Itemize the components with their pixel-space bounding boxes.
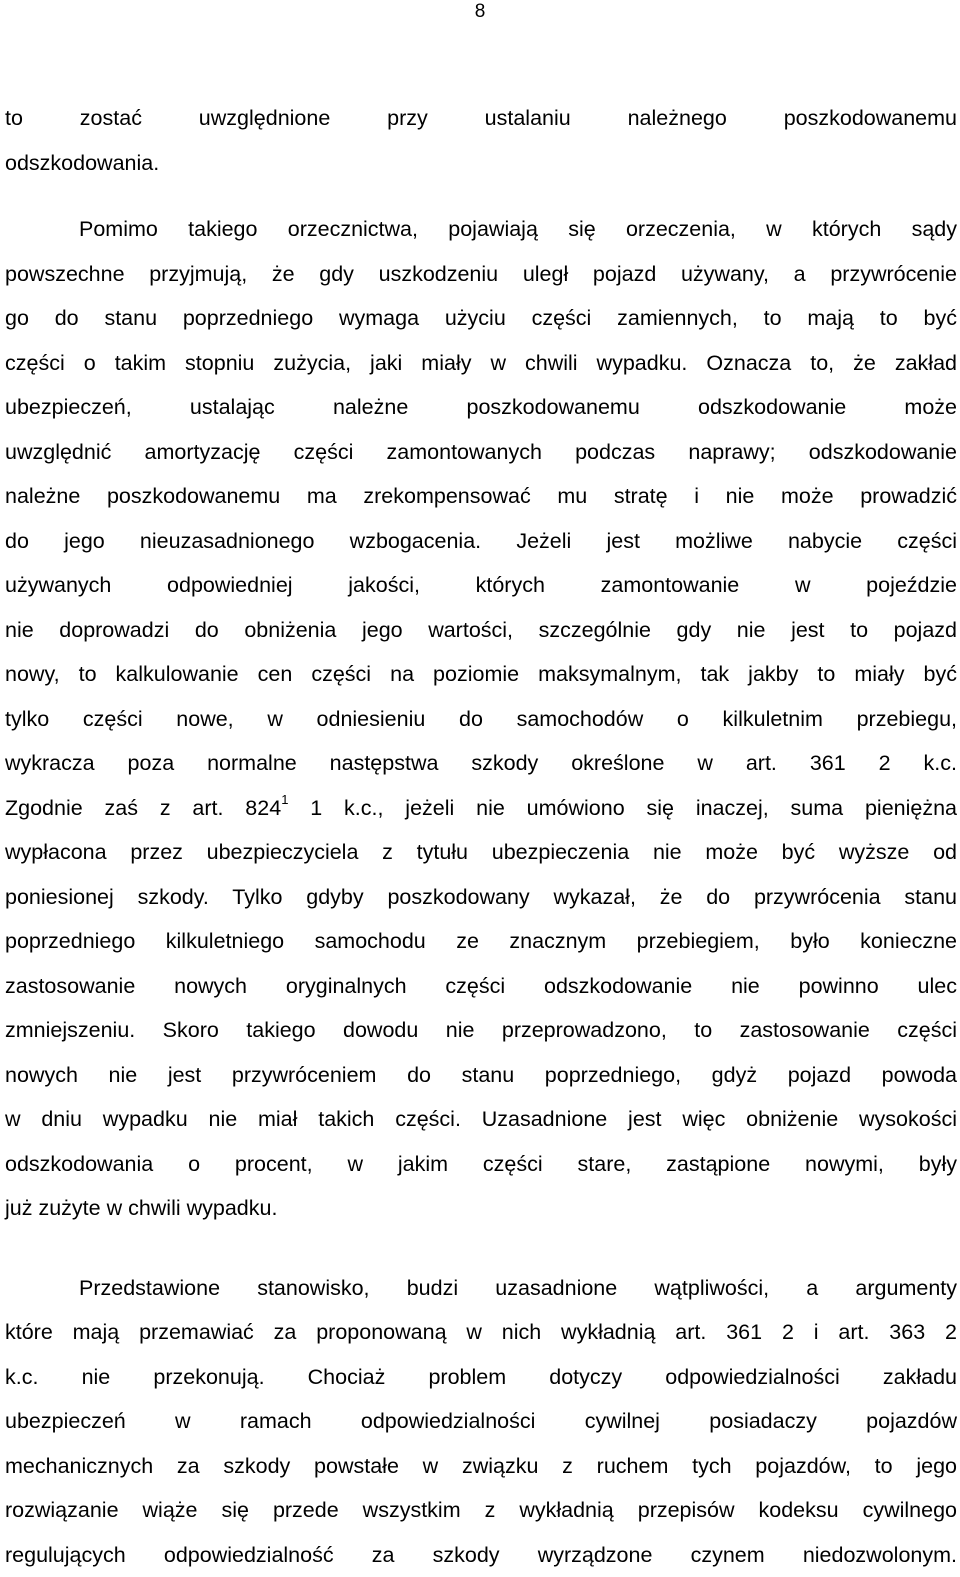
text-line: zastosowanie nowych oryginalnych części odszkodowanie nie powinno ulec — [5, 964, 957, 1009]
text-line: poprzedniego kilkuletniego samochodu ze znacznym przebiegiem, było konieczne — [5, 919, 957, 964]
page-number: 8 — [0, 0, 960, 24]
text-line: ubezpieczeń, ustalając należne poszkodowanemu odszkodowanie może — [5, 385, 957, 430]
text-line: ubezpieczeń w ramach odpowiedzialności cywilnej posiadaczy pojazdów — [5, 1399, 957, 1444]
text-line: części o takim stopniu zużycia, jaki miały w chwili wypadku. Oznacza to, że zakład — [5, 341, 957, 386]
text-line: nowych nie jest przywróceniem do stanu poprzedniego, gdyż pojazd powoda — [5, 1053, 957, 1098]
text-line: używanych odpowiedniej jakości, których zamontowanie w pojeździe — [5, 563, 957, 608]
text-fragment: 1 k.c., jeżeli nie umówiono się inaczej, suma pieniężna — [288, 796, 957, 820]
text-line: Pomimo takiego orzecznictwa, pojawiają się orzeczenia, w których sądy — [5, 207, 957, 252]
text-line: w dniu wypadku nie miał takich części. Uzasadnione jest więc obniżenie wysokości — [5, 1097, 957, 1142]
text-line: odszkodowania. — [5, 141, 957, 186]
text-line: tylko części nowe, w odniesieniu do samochodów o kilkuletnim przebiegu, — [5, 697, 957, 742]
text-line: które mają przemawiać za proponowaną w nich wykładnią art. 361 2 i art. 363 2 — [5, 1310, 957, 1355]
text-line: to zostać uwzględnione przy ustalaniu należnego poszkodowanemu — [5, 96, 957, 141]
text-line: do jego nieuzasadnionego wzbogacenia. Jeżeli jest możliwe nabycie części — [5, 519, 957, 564]
text-line: już zużyte w chwili wypadku. — [5, 1186, 957, 1231]
text-line: k.c. nie przekonują. Chociaż problem dotyczy odpowiedzialności zakładu — [5, 1355, 957, 1400]
text-line: powszechne przyjmują, że gdy uszkodzeniu uległ pojazd używany, a przywrócenie — [5, 252, 957, 297]
text-line: poniesionej szkody. Tylko gdyby poszkodowany wykazał, że do przywrócenia stanu — [5, 875, 957, 920]
text-line: Przedstawione stanowisko, budzi uzasadnione wątpliwości, a argumenty — [5, 1266, 957, 1311]
text-line: rozwiązanie wiąże się przede wszystkim z wykładnią przepisów kodeksu cywilnego — [5, 1488, 957, 1533]
text-line: go do stanu poprzedniego wymaga użyciu części zamiennych, to mają to być — [5, 296, 957, 341]
text-line: odszkodowania o procent, w jakim części stare, zastąpione nowymi, były — [5, 1142, 957, 1187]
text-fragment: Zgodnie zaś z art. 824 — [5, 796, 281, 820]
text-line: nowy, to kalkulowanie cen części na poziomie maksymalnym, tak jakby to miały być — [5, 652, 957, 697]
text-line: mechanicznych za szkody powstałe w związku z ruchem tych pojazdów, to jego — [5, 1444, 957, 1489]
text-line: wypłacona przez ubezpieczyciela z tytułu ubezpieczenia nie może być wyższe od — [5, 830, 957, 875]
text-line: uwzględnić amortyzację części zamontowanych podczas naprawy; odszkodowanie — [5, 430, 957, 475]
text-line-with-superscript — [5, 786, 957, 831]
text-line: nie doprowadzi do obniżenia jego wartości, szczególnie gdy nie jest to pojazd — [5, 608, 957, 653]
text-line: należne poszkodowanemu ma zrekompensować mu stratę i nie może prowadzić — [5, 474, 957, 519]
superscript: 1 — [281, 792, 288, 807]
text-line: regulujących odpowiedzialność za szkody wyrządzone czynem niedozwolonym. — [5, 1533, 957, 1577]
text-line: zmniejszeniu. Skoro takiego dowodu nie przeprowadzono, to zastosowanie części — [5, 1008, 957, 1053]
text-line: wykracza poza normalne następstwa szkody określone w art. 361 2 k.c. — [5, 741, 957, 786]
document-body — [5, 96, 957, 1577]
